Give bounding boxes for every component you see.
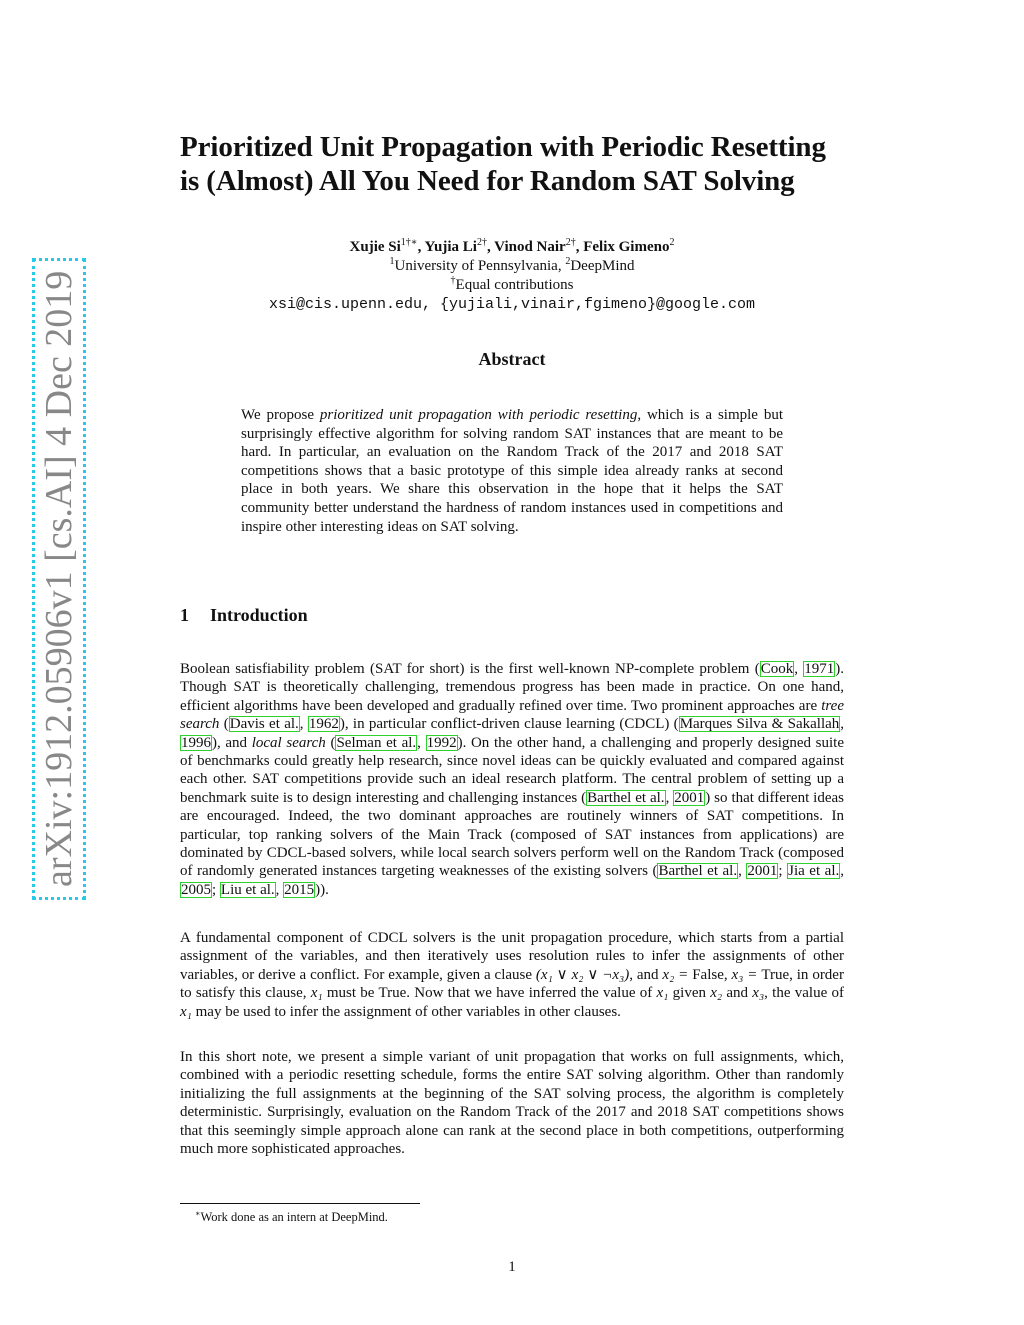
citation-link[interactable]: Marques Silva & Sakallah xyxy=(679,716,840,733)
section-title: Introduction xyxy=(210,605,308,625)
text: True, in order to satisfy this clause, xyxy=(180,966,844,1002)
text: given xyxy=(668,985,711,1002)
footnote xyxy=(195,1209,388,1225)
abstract-emphasis: prioritized unit propagation with periodic resetting xyxy=(319,407,638,423)
text: ( xyxy=(325,734,336,751)
title-line-2: is (Almost) All You Need for Random SAT Solving xyxy=(180,165,795,197)
abstract-text-2: , which is a simple but surprisingly effective algorithm for solving random SAT instances that are meant to be hard. In particular, an evaluation on the Random Track of the 2017 and 2018 SAT competitions shows that a basic prototype of this simple idea already ranks at second place in both years. We share this observation in the hope that it helps the SAT community better understand the hardness of random instances used in competitions and inspire other interesting ideas on SAT solving. xyxy=(241,407,783,535)
abstract-heading: Abstract xyxy=(478,349,546,369)
text: ) so that different ideas are encouraged. Indeed, the two dominant approaches are routinely winners of SAT competitions. In particular, top ranking solvers of the Main Track (composed of SAT instances from applications) are dominated by CDCL-based solvers, while local search solvers perform well on the Random Track (composed of randomly generated instances targeting weaknesses of the existing solvers ( xyxy=(180,789,844,880)
author-3-sup: 2† xyxy=(565,237,576,248)
citation-link[interactable]: Jia et al. xyxy=(788,863,840,880)
citation-link[interactable]: 1962 xyxy=(308,716,339,733)
emphasis: tree search xyxy=(180,697,844,733)
citation-link[interactable]: 2005 xyxy=(181,881,211,898)
math: x₁ xyxy=(180,1003,192,1020)
citation-link[interactable]: Selman et al. xyxy=(336,734,417,751)
intro-paragraph-3: In this short note, we present a simple variant of unit propagation that works on full assignments, which, combined with a periodic resetting schedule, forms the entire SAT solving algorithm. Other than randomly initializing the full assignments at the beginning of the SAT solving process, the algorithm is completely deterministic. Surprisingly, evaluation on the Random Track of the 2017 and 2018 SAT competitions shows that this seemingly simple approach alone can rank at the second place in both competitions, outperforming much more sophisticated approaches. xyxy=(180,1049,844,1158)
author-1-sup: 1†∗ xyxy=(400,237,418,248)
citation-link[interactable]: Barthel et al. xyxy=(587,789,665,806)
math: (x₁ ∨ x₂ ∨ ¬x₃) xyxy=(535,966,630,983)
author-names: Xujie $Si^{1\dagger∗}$, Yujia $Li^{2\dagger}$, Vinod Nair$^{2\dagger}$, Felix Gimeno$^2$ xyxy=(349,237,675,255)
text: and xyxy=(722,985,753,1002)
math: x₁ xyxy=(656,985,669,1002)
text: Boolean satisfiability problem (SAT for short) is the first well-known NP-complete problem ( xyxy=(180,661,760,677)
intro-paragraph-1: Boolean satisfiability problem (SAT for short) is the first well-known NP-complete problem (Cook, 1971). Though SAT is theoretically challenging, tremendous progress has been made in practice. On one hand, efficient algorithms have been developed and gradually refined over time. Two prominent approaches are tree search (Davis et al., 1962), in particular conflict-driven clause learning (CDCL) (Marques Silva & Sakallah, 1996), and local search (Selman et al., 1992). On the other hand, a challenging and properly designed suite of benchmarks could greatly help research, since novel ideas can be quickly evaluated and compared against each other. SAT competitions provide such an ideal research platform. The central problem of setting up a benchmark suite is to design interesting and challenging instances (Barthel et al., 2001) so that different ideas are encouraged. Indeed, the two dominant approaches are routinely winners of SAT competitions. In particular, top ranking solvers of the Main Track (composed of SAT instances from applications) are dominated by CDCL-based solvers, while local search solvers perform well on the Random Track (composed of randomly generated instances targeting weaknesses of the existing solvers (Barthel et al., 2001; Jia et al., 2005; Liu et al., 2015)). xyxy=(180,661,845,898)
footnote-mark: ∗ xyxy=(195,1209,201,1218)
citation-link[interactable]: Barthel et al. xyxy=(658,863,738,880)
math: x₃ = xyxy=(731,966,762,983)
text: ( xyxy=(219,716,229,733)
citation-link[interactable]: Liu et al. xyxy=(220,881,275,898)
text: )). xyxy=(315,881,329,898)
title-line-1: Prioritized Unit Propagation with Periodic Resetting xyxy=(180,131,826,163)
math: x₁ xyxy=(310,985,323,1002)
text: A fundamental component of CDCL solvers is the unit propagation procedure, which starts from a partial assignment of the variables, and then iteratively uses resolution rules to infer the assignments of other variables, or derive a conflict. For example, given a clause xyxy=(180,930,844,983)
math: x₂ xyxy=(710,985,723,1002)
affiliation-2: DeepMind xyxy=(570,258,635,274)
abstract-body xyxy=(241,406,783,536)
author-4: Felix Gimeno xyxy=(583,239,670,255)
text: ). Though SAT is theoretically challenging, tremendous progress has been made in practice. On one hand, efficient algorithms have been developed and gradually refined over time. Two prominent approaches are xyxy=(180,661,845,714)
text: may be used to infer the assignment of other variables in other clauses. xyxy=(191,1003,621,1020)
text: ). On the other hand, a challenging and properly designed suite of benchmarks could greatly help research, since novel ideas can be quickly evaluated and compared against each other. SAT competitions provide such an ideal research platform. The central problem of setting up a benchmark suite is to design interesting and challenging instances ( xyxy=(180,734,845,806)
citation-link[interactable]: 2001 xyxy=(747,863,778,880)
section-number: 1 xyxy=(180,605,189,625)
text: , and xyxy=(629,966,663,983)
aff1-sup: 1 xyxy=(389,256,395,267)
footnote-text: Work done as an intern at DeepMind. xyxy=(200,1210,388,1225)
affiliations xyxy=(180,257,844,276)
page-number: 1 xyxy=(508,1259,516,1275)
citation-link[interactable]: 2001 xyxy=(674,789,705,806)
citation-link[interactable]: Davis et al. xyxy=(229,716,299,733)
section-heading xyxy=(180,605,308,626)
text: must be True. Now that we have inferred the value of xyxy=(322,985,657,1002)
author-3: Vinod Nair xyxy=(494,239,566,255)
author-emails[interactable]: xsi@cis.upenn.edu, {yujiali,vinair,fgimeno}@google.com xyxy=(268,296,756,313)
equal-contrib-text: Equal contributions xyxy=(455,277,574,293)
text: ), and xyxy=(212,734,252,751)
arxiv-stamp[interactable]: arXiv:1912.05906v1 [cs.AI] 4 Dec 2019 xyxy=(32,258,86,900)
affiliation-1: University of Pennsylvania, xyxy=(394,258,566,274)
author-1: Xujie Si xyxy=(349,239,401,255)
citation-link[interactable]: 1996 xyxy=(181,734,211,751)
author-4-sup: 2 xyxy=(669,237,675,248)
aff2-sup: 2 xyxy=(565,256,571,267)
text: False, xyxy=(692,966,732,983)
equal-contrib xyxy=(180,276,844,295)
math: x₃ xyxy=(752,985,765,1002)
math: x₂ = xyxy=(662,966,693,983)
text: , the value of xyxy=(764,985,844,1002)
citation-link[interactable]: 1971 xyxy=(804,661,835,677)
author-2-sup: 2† xyxy=(476,237,487,248)
intro-paragraph-2 xyxy=(180,929,844,1021)
author-block xyxy=(180,238,844,314)
citation-link[interactable]: 2015 xyxy=(284,881,315,898)
paper-title xyxy=(180,130,860,198)
citation-link[interactable]: Cook xyxy=(760,661,794,677)
author-2: Yujia Li xyxy=(424,239,477,255)
citation-link[interactable]: 1992 xyxy=(426,734,457,751)
text: ), in particular conflict-driven clause learning (CDCL) ( xyxy=(339,716,679,733)
abstract-text-1: We propose xyxy=(241,407,320,423)
emphasis: local search xyxy=(251,734,326,751)
footnote-rule xyxy=(180,1203,420,1204)
equal-sup: † xyxy=(450,275,456,286)
